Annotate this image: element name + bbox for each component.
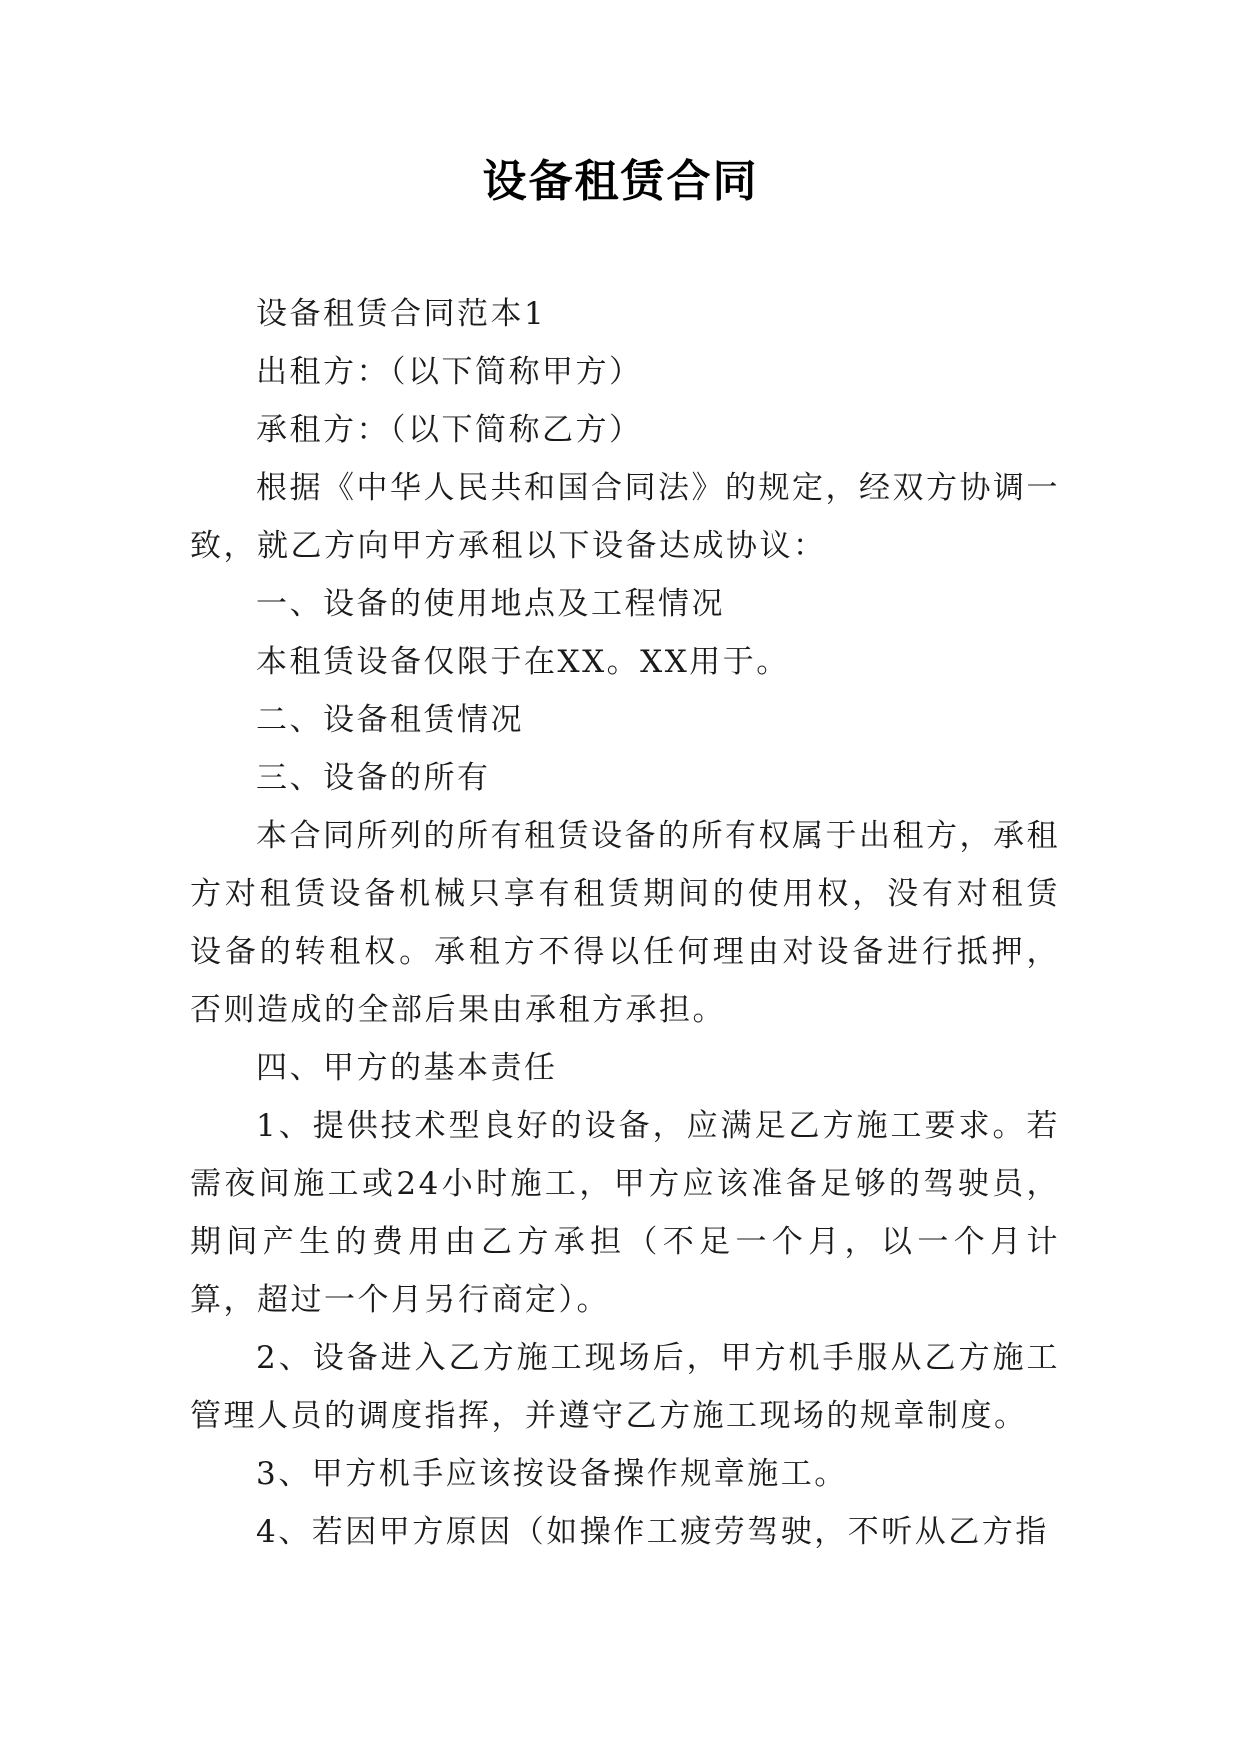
list-item: 1、提供技术型良好的设备，应满足乙方施工要求。若需夜间施工或24小时施工，甲方应该准备足够的驾驶员，期间产生的费用由乙方承担（不足一个月，以一个月计算，超过一个月另行商定）。 [190,1108,1060,1318]
paragraph: 出租方：（以下简称甲方） [256,354,643,390]
paragraph: 设备租赁合同范本1 [256,296,547,332]
document-title: 设备租赁合同 [482,156,759,207]
section-heading: 三、设备的所有 [256,760,491,796]
section-heading: 四、甲方的基本责任 [256,1050,558,1086]
paragraph: 本合同所列的所有租赁设备的所有权属于出租方，承租方对租赁设备机械只享有租赁期间的使用权，没有对租赁设备的转租权。承租方不得以任何理由对设备进行抵押，否则造成的全部后果由承租方承担。 [190,818,1060,1028]
list-item: 3、甲方机手应该按设备操作规章施工。 [256,1456,848,1492]
paragraph: 承租方：（以下简称乙方） [256,412,643,448]
document-body [190,285,1060,1561]
section-heading: 一、设备的使用地点及工程情况 [256,586,725,622]
list-item: 2、设备进入乙方施工现场后，甲方机手服从乙方施工管理人员的调度指挥，并遵守乙方施工现场的规章制度。 [190,1340,1060,1434]
section-heading: 二、设备租赁情况 [256,702,524,738]
list-item: 4、若因甲方原因（如操作工疲劳驾驶，不听从乙方指 [256,1514,1049,1550]
paragraph: 根据《中华人民共和国合同法》的规定，经双方协调一致，就乙方向甲方承租以下设备达成协议： [190,470,1060,564]
paragraph: 本租赁设备仅限于在XX。XX用于。 [256,644,790,680]
